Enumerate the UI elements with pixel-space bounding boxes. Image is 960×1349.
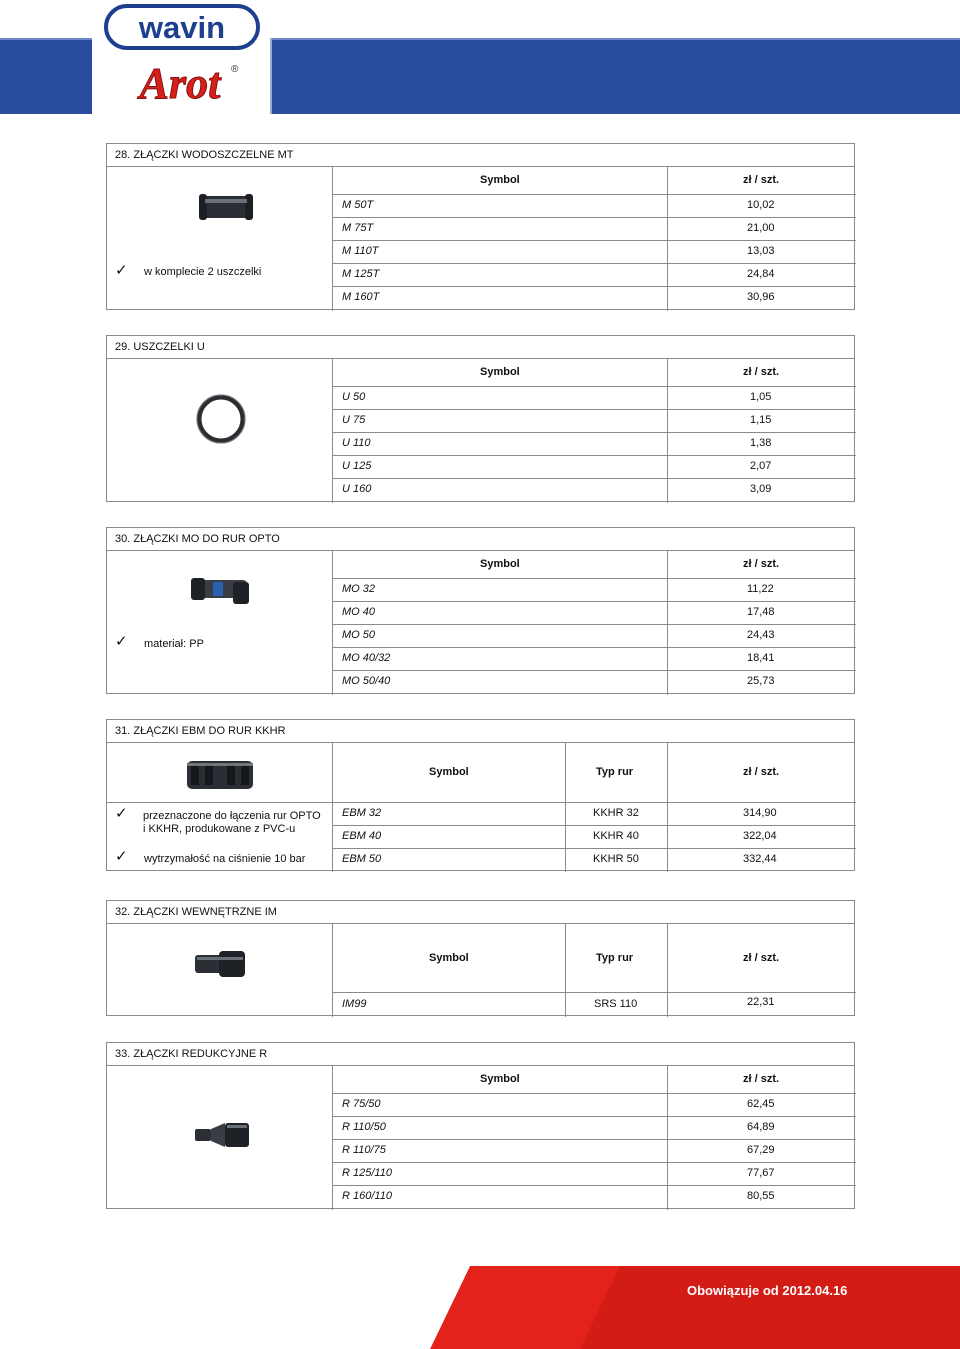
row-symbol: M 75T — [342, 222, 374, 234]
row-symbol: MO 50 — [342, 629, 376, 641]
row-price: 10,02 — [747, 199, 775, 211]
note: w komplecie 2 uszczelki — [144, 266, 262, 278]
header-price: zł / szt. — [743, 174, 780, 186]
row-price: 314,90 — [743, 807, 777, 819]
row-price: 13,03 — [747, 245, 775, 257]
row-symbol: IM99 — [342, 998, 367, 1010]
row-price: 1,15 — [750, 414, 772, 426]
row-pipe-type: KKHR 40 — [593, 830, 639, 842]
header-price: zł / szt. — [743, 366, 780, 378]
header-price: zł / szt. — [743, 766, 780, 778]
section-title: 29. USZCZELKI U — [107, 336, 854, 359]
section-31 — [106, 719, 855, 871]
row-symbol: M 125T — [342, 268, 380, 280]
row-symbol: EBM 32 — [342, 807, 382, 819]
coupling-mt-image — [195, 188, 257, 228]
checkmark-icon: ✓ — [115, 848, 128, 865]
row-pipe-type: KKHR 50 — [593, 853, 639, 865]
header-price: zł / szt. — [743, 952, 780, 964]
row-price: 67,29 — [747, 1144, 775, 1156]
row-symbol: MO 50/40 — [342, 675, 391, 687]
section-30 — [106, 527, 855, 694]
arot-wordmark: Arot — [139, 59, 221, 108]
section-28 — [106, 143, 855, 310]
header-symbol: Symbol — [480, 174, 520, 186]
header-symbol: Symbol — [480, 558, 520, 570]
row-symbol: U 50 — [342, 391, 366, 403]
row-symbol: M 160T — [342, 291, 380, 303]
header-pipe-type: Typ rur — [596, 766, 634, 778]
note: materiał: PP — [144, 638, 204, 650]
row-symbol: R 125/110 — [342, 1167, 392, 1179]
header-pipe-type: Typ rur — [596, 952, 634, 964]
header-symbol: Symbol — [480, 366, 520, 378]
gasket-ring-image — [193, 391, 249, 447]
row-price: 62,45 — [747, 1098, 775, 1110]
section-title: 28. ZŁĄCZKI WODOSZCZELNE MT — [107, 144, 854, 167]
row-price: 80,55 — [747, 1190, 775, 1202]
section-title: 31. ZŁĄCZKI EBM DO RUR KKHR — [107, 720, 854, 743]
row-price: 1,38 — [750, 437, 772, 449]
row-price: 17,48 — [747, 606, 775, 618]
header-symbol: Symbol — [429, 952, 469, 964]
wavin-arot-logo — [92, 0, 272, 114]
row-symbol: R 110/75 — [342, 1144, 386, 1156]
row-symbol: U 125 — [342, 460, 372, 472]
row-price: 322,04 — [743, 830, 777, 842]
row-symbol: M 110T — [342, 245, 379, 257]
header-price: zł / szt. — [743, 1073, 780, 1085]
row-symbol: U 160 — [342, 483, 372, 495]
coupling-mo-image — [187, 568, 255, 618]
row-price: 332,44 — [743, 853, 777, 865]
note: wytrzymałość na ciśnienie 10 bar — [144, 853, 306, 865]
row-price: 64,89 — [747, 1121, 775, 1133]
section-title: 33. ZŁĄCZKI REDUKCYJNE R — [107, 1043, 854, 1066]
row-price: 18,41 — [747, 652, 775, 664]
row-price: 24,43 — [747, 629, 775, 641]
row-price: 3,09 — [750, 483, 772, 495]
row-price: 2,07 — [750, 460, 772, 472]
coupling-im-image — [191, 943, 253, 985]
row-price: 1,05 — [750, 391, 772, 403]
row-price: 77,67 — [747, 1167, 775, 1179]
section-32 — [106, 900, 855, 1016]
row-symbol: MO 32 — [342, 583, 376, 595]
header-symbol: Symbol — [429, 766, 469, 778]
row-price: 11,22 — [747, 583, 774, 595]
row-symbol: MO 40 — [342, 606, 376, 618]
validity-date: Obowiązuje od 2012.04.16 — [687, 1283, 848, 1298]
header-symbol: Symbol — [480, 1073, 520, 1085]
section-29 — [106, 335, 855, 502]
row-price: 21,00 — [747, 222, 775, 234]
row-symbol: M 50T — [342, 199, 374, 211]
coupling-ebm-image — [181, 753, 261, 799]
row-symbol: R 160/110 — [342, 1190, 392, 1202]
reducer-image — [193, 1115, 255, 1155]
row-symbol: EBM 40 — [342, 830, 382, 842]
wavin-wordmark: wavin — [138, 10, 226, 45]
header-price: zł / szt. — [743, 558, 780, 570]
section-33 — [106, 1042, 855, 1209]
footer-band — [0, 1266, 960, 1349]
row-price: 24,84 — [747, 268, 775, 280]
section-title: 32. ZŁĄCZKI WEWNĘTRZNE IM — [107, 901, 854, 924]
section-title: 30. ZŁĄCZKI MO DO RUR OPTO — [107, 528, 854, 551]
row-symbol: EBM 50 — [342, 853, 382, 865]
checkmark-icon: ✓ — [115, 262, 128, 279]
row-price: 25,73 — [747, 675, 775, 687]
note: przeznaczone do łączenia rur OPTO i KKHR, produkowane z PVC-u — [143, 810, 321, 835]
row-pipe-type: KKHR 32 — [593, 807, 639, 819]
checkmark-icon: ✓ — [115, 805, 128, 822]
row-symbol: MO 40/32 — [342, 652, 391, 664]
checkmark-icon: ✓ — [115, 633, 128, 650]
row-price: 22,31 — [747, 996, 775, 1008]
row-pipe-type: SRS 110 — [594, 998, 638, 1010]
row-symbol: U 75 — [342, 414, 366, 426]
registered-mark: ® — [231, 64, 239, 75]
row-symbol: U 110 — [342, 437, 371, 449]
row-symbol: R 110/50 — [342, 1121, 386, 1133]
row-symbol: R 75/50 — [342, 1098, 381, 1110]
logo-area — [92, 0, 272, 114]
row-price: 30,96 — [747, 291, 775, 303]
